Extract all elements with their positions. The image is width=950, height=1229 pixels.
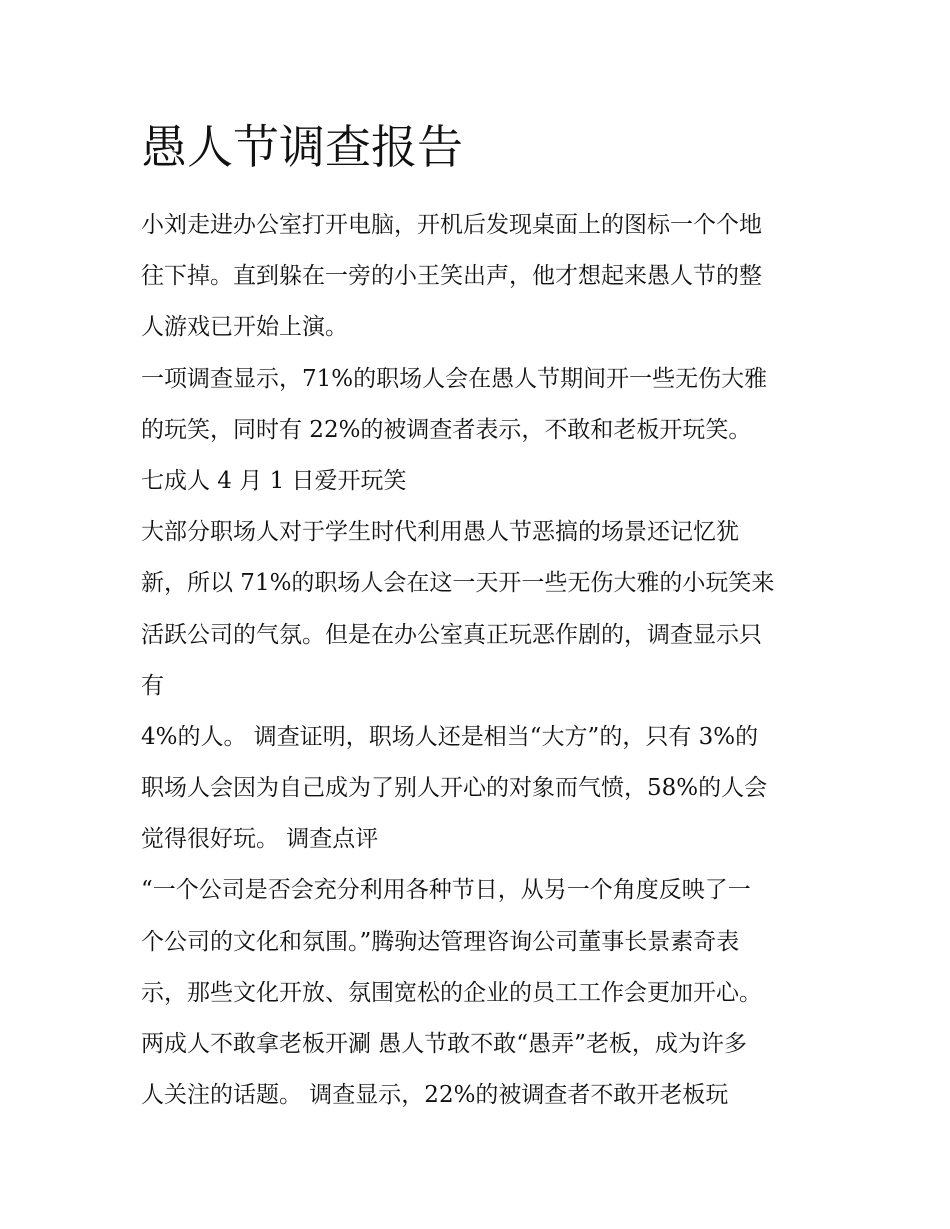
document-body (141, 200, 821, 1121)
section-heading: 七成人 4 月 1 日爱开玩笑 (141, 467, 407, 494)
body-line: 示，那些文化开放、氛围宽松的企业的员工工作会更加开心。 (141, 979, 762, 1006)
body-line: 人关注的话题。 调查显示，22%的被调查者不敢开老板玩 (141, 1082, 729, 1109)
body-line: 一项调查显示，71%的职场人会在愚人节期间开一些无伤大雅 (141, 365, 768, 392)
body-line: 有 (141, 672, 164, 699)
body-line: 的玩笑，同时有 22%的被调查者表示，不敢和老板开玩笑。 (141, 416, 752, 443)
body-line: 个公司的文化和氛围。”腾驹达管理咨询公司董事长景素奇表 (141, 928, 740, 955)
body-line: 职场人会因为自己成为了别人开心的对象而气愤，58%的人会 (141, 775, 768, 802)
body-line: 大部分职场人对于学生时代利用愚人节恶搞的场景还记忆犹 (141, 519, 739, 546)
body-line: 两成人不敢拿老板开涮 愚人节敢不敢“愚弄”老板，成为许多 (141, 1031, 747, 1057)
body-line: 4%的人。 调查证明，职场人还是相当“大方”的，只有 3%的 (141, 723, 759, 750)
body-line: 新，所以 71%的职场人会在这一天开一些无伤大雅的小玩笑来 (141, 570, 775, 597)
body-line: “一个公司是否会充分利用各种节日，从另一个角度反映了一 (141, 877, 751, 904)
document-title: 愚人节调查报告 (141, 120, 463, 174)
body-line: 觉得很好玩。 调查点评 (141, 826, 379, 853)
body-line: 小刘走进办公室打开电脑，开机后发现桌面上的图标一个个地 (141, 212, 762, 238)
body-line: 往下掉。直到躲在一旁的小王笑出声，他才想起来愚人节的整 (141, 263, 762, 290)
body-line: 活跃公司的气氛。但是在办公室真正玩恶作剧的，调查显示只 (141, 621, 762, 648)
body-line: 人游戏已开始上演。 (141, 314, 348, 341)
